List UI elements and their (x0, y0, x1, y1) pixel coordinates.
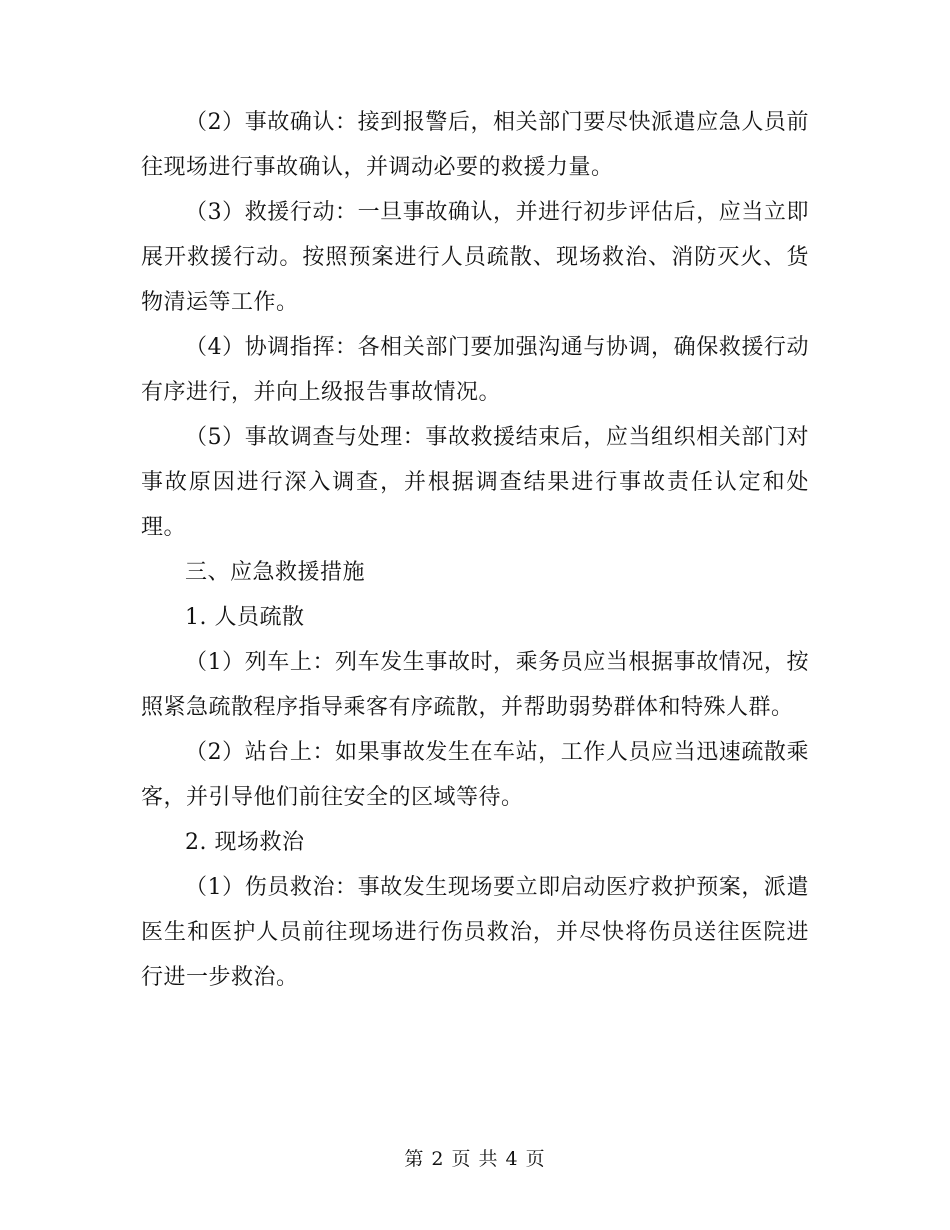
paragraph-casualty-treatment: （1）伤员救治：事故发生现场要立即启动医疗救护预案，派遣医生和医护人员前往现场进行伤员救治，并尽快将伤员送往医院进行进一步救治。 (141, 875, 809, 990)
page-number-label: 第 2 页 共 4 页 (404, 1148, 546, 1170)
paragraph-investigation-handling: （5）事故调查与处理：事故救援结束后，应当组织相关部门对事故原因进行深入调查，并根据调查结果进行事故责任认定和处理。 (141, 425, 809, 540)
subheading-onsite-treatment: 2. 现场救治 (185, 830, 305, 855)
section-heading-rescue-measures: 三、应急救援措施 (185, 560, 366, 585)
subheading-evacuation: 1. 人员疏散 (185, 605, 305, 630)
paragraph-accident-confirmation: （2）事故确认：接到报警后，相关部门要尽快派遣应急人员前往现场进行事故确认，并调动必要的救援力量。 (141, 110, 809, 180)
paragraph-coordination-command: （4）协调指挥：各相关部门要加强沟通与协调，确保救援行动有序进行，并向上级报告事故情况。 (141, 335, 809, 405)
paragraph-platform-evacuation: （2）站台上：如果事故发生在车站，工作人员应当迅速疏散乘客，并引导他们前往安全的区域等待。 (141, 740, 809, 810)
document-body (141, 100, 809, 1000)
paragraph-rescue-action: （3）救援行动：一旦事故确认，并进行初步评估后，应当立即展开救援行动。按照预案进行人员疏散、现场救治、消防灭火、货物清运等工作。 (141, 200, 809, 315)
page-footer (0, 1145, 950, 1173)
paragraph-train-evacuation: （1）列车上：列车发生事故时，乘务员应当根据事故情况，按照紧急疏散程序指导乘客有序疏散，并帮助弱势群体和特殊人群。 (141, 650, 809, 720)
